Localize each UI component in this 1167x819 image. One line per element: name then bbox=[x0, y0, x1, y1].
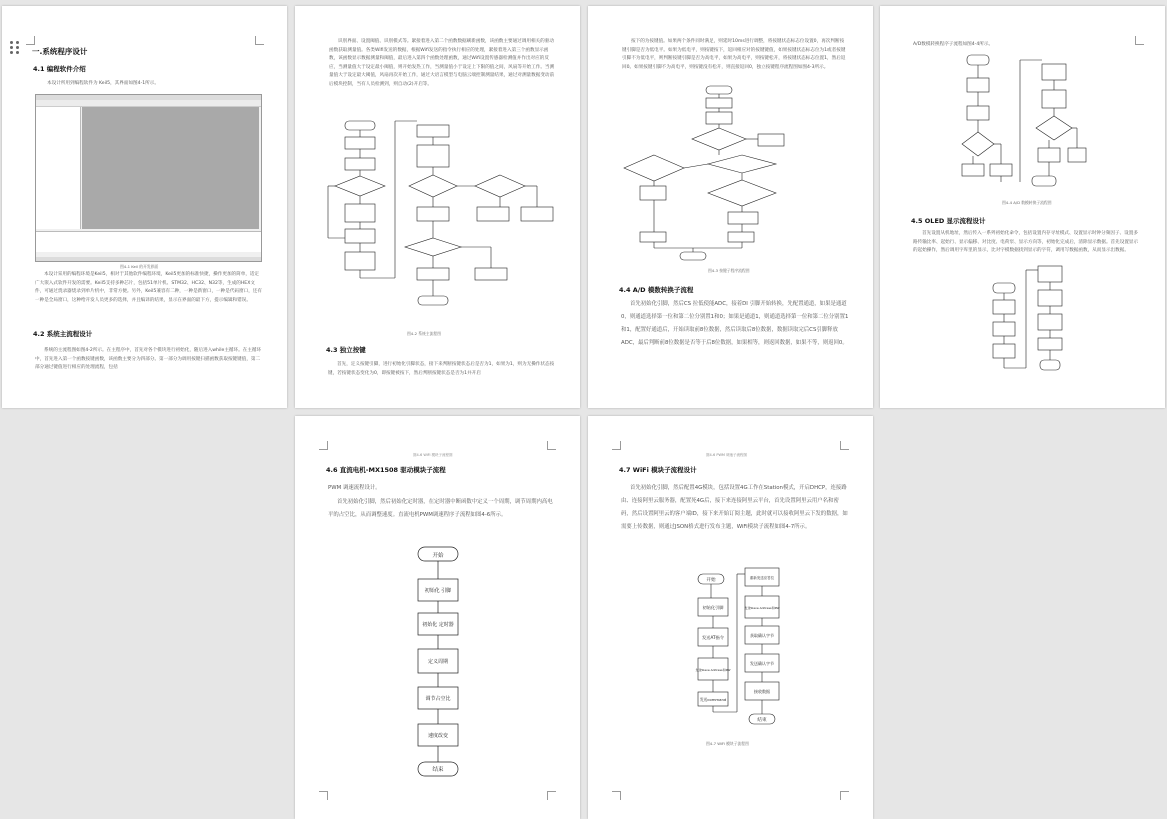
status-bar bbox=[36, 257, 261, 261]
key-flowchart bbox=[618, 84, 848, 262]
build-output-panel bbox=[36, 231, 261, 252]
figure-caption: 图4-3 按键子程序流程图 bbox=[708, 268, 750, 273]
document-page-2 bbox=[295, 6, 580, 408]
figure-caption: 图4-7 WiFi 模块子流程图 bbox=[706, 741, 749, 746]
crop-mark bbox=[547, 791, 556, 800]
crop-mark bbox=[612, 791, 621, 800]
toolbar bbox=[36, 100, 261, 107]
flow-step: 速度改变 bbox=[427, 733, 449, 739]
figure-caption: 图4-2 系统主流程图 bbox=[407, 331, 441, 336]
flow-step: 发送确认字节 bbox=[750, 661, 774, 666]
document-page-5 bbox=[295, 416, 580, 819]
flow-step: 结束 bbox=[432, 767, 444, 773]
flow-step: 调节占空比 bbox=[425, 696, 451, 702]
flow-step: 发送Slave Address和RW bbox=[695, 668, 731, 672]
project-panel bbox=[36, 107, 81, 229]
flow-step: 获取确认字节 bbox=[750, 633, 774, 638]
keil-screenshot bbox=[35, 94, 262, 262]
editor-area bbox=[82, 107, 259, 229]
document-page-1 bbox=[2, 6, 287, 408]
figure-caption: 图4-1 Keil 的开发界面 bbox=[120, 264, 159, 269]
section-heading: 4.6 直流电机-MX1508 驱动模块子流程 bbox=[326, 466, 446, 474]
flow-step: 发送command bbox=[699, 697, 727, 702]
crop-mark bbox=[612, 441, 621, 450]
document-page-6 bbox=[588, 416, 873, 819]
flow-step: 初始化 定时器 bbox=[422, 622, 454, 628]
flow-step: 定义周期 bbox=[427, 659, 449, 665]
flow-step: 发送Slave Address和RW bbox=[744, 606, 780, 610]
paragraph: 首先设置从机地址，然后传入一系列初始化命令，包括设置内存寻址模式、设置显示时钟分频因子、设置多路传输比率、起始行、显示偏移、对比度、电荷泵、显示方向等，初始化完成后，清除显示数据。首先设置显示的起始操作，然后调用字库里的显示，比对字模数据找到显示的字符，调用写数据函数，从而显示出数据。 bbox=[913, 231, 1139, 253]
crop-mark bbox=[319, 441, 328, 450]
section-heading: 4.3 独立按键 bbox=[326, 346, 366, 354]
flow-step: 重新发送应答位 bbox=[749, 576, 775, 580]
section-heading: 4.1 编程软件介绍 bbox=[33, 65, 86, 73]
crop-mark bbox=[26, 36, 35, 45]
section-heading: 4.5 OLED 显示流程设计 bbox=[911, 217, 986, 225]
section-heading: 4.2 系统主流程设计 bbox=[33, 330, 93, 338]
paragraph: 按下的为按键值。如果两个条件同时满足，则延时10ms进行调整，将按键状态标志位设置0，再次判断按键引脚是否为低电平。如果为低电平，则按键按下，返回相应对的按键键值，如果按键状态标志位为1或者按键引脚不为低电平，则判断按键引脚是否为高电平，如果为高电平，则按键松开，将按键状态标志位置1，然后返回0。如果按键引脚不为高电平，则按键没有松开，则直接返回0，独立按键程序流程图如图4-3所示。 bbox=[622, 39, 846, 70]
drag-handle-icon[interactable] bbox=[10, 41, 20, 53]
oled-flowchart bbox=[990, 264, 1080, 376]
paragraph: 识别界面、设置阈值、识别模式等。紧接着进入第二个函数数据刷新函数，该函数主要通过调用相关的驱动函数获取测量值。各类Wifi发送的数据，根据Wifi发送的指令执行相应的处理，紧接着进入第三个函数显示函数，该函数显示数据测量和阈值，最后进入第四个函数处理函数，通过Wifi设置传感器检测值并作出对应的反应，当测量值大于设定最小阈值，则开始发热工作，当测量值小于设定上下限的值之间，风扇等开始工作。当测量值大于设定最大阈值，风扇再次开始工作，通过大语言模型与电脑云端控制测量结果，通过对测量数据变动前后模块控制，当有人员检测到，则自动(2)开启等。 bbox=[329, 39, 555, 87]
flow-step: 初始化 引脚 bbox=[424, 588, 452, 594]
document-page-4 bbox=[880, 6, 1165, 408]
flow-step: 结束 bbox=[757, 718, 767, 723]
flow-step: 开始 bbox=[706, 578, 716, 583]
crop-mark bbox=[319, 791, 328, 800]
paragraph: 首先初始化引脚，然后CS 拉低使能ADC，接着DI 引脚开始转换，先配置通道，如果是通道0，则通道选择第一位和第二位分别置1和0；如果是通道1，则通道选择第一位和第二位分别置1和1，配置好通道后，开始读取前8位数据，然后读取后8位数据，数据读取完后CS引脚释放ADC，最后判断前8位数据是否等于后8位数据，如果相等，则返回数据，如果不等，则返回0。 bbox=[621, 301, 849, 346]
paragraph: 首先，定义按键引脚，进行初始化引脚状态，接下来判断按键状态后是否为1，如果为1，则为无操作状态按键，若按键状态变化为0，即按键被按下，然后判断按键状态是否为1并开启 bbox=[328, 362, 555, 376]
crop-mark bbox=[255, 36, 264, 45]
pwm-flowchart bbox=[413, 544, 463, 780]
flow-step: 开始 bbox=[432, 553, 444, 559]
figure-caption: 图4-4 A/D 数模转换子流程图 bbox=[1002, 200, 1052, 205]
section-heading: 4.7 WiFi 模块子流程设计 bbox=[619, 466, 697, 474]
crop-mark bbox=[1135, 36, 1144, 45]
running-header: 图4-6 WiFi 模块子流程图 bbox=[413, 453, 453, 457]
paragraph: 首先初始化引脚，然后配置4G模块，包括设置4G工作在Station模式，开启DHCP，连接路由、连接阿里云服务器，配置死4G后，接下来连接阿里云平台，首先设置阿里云用户名和密码，然后设置阿里云的客户端ID，接下来开始订阅主题，此时就可以接收阿里云下发的数据，如需要上传数据，则通过JSON格式进行发布主题，WiFi模块子流程如图4-7所示。 bbox=[621, 485, 848, 530]
flow-step: 发送AT指令 bbox=[702, 635, 724, 640]
crop-mark bbox=[840, 791, 849, 800]
wifi-flowchart bbox=[693, 566, 793, 734]
main-flowchart bbox=[325, 118, 565, 328]
adc-flowchart bbox=[960, 52, 1100, 188]
paragraph: 本设计所用到编程软件为 Keil5，其界面如图4-1所示。 bbox=[47, 81, 159, 86]
paragraph: PWM 调速流程设计。 bbox=[328, 485, 381, 491]
crop-mark bbox=[547, 441, 556, 450]
paragraph: A/D数模转换程序子流程如图4-4所示。 bbox=[913, 42, 994, 47]
running-header: 图4-6 PWM 调速子流程图 bbox=[706, 453, 748, 457]
section-heading: 一.系统程序设计 bbox=[32, 47, 88, 56]
crop-mark bbox=[840, 441, 849, 450]
paragraph: 本设计采用的编程环境是Keil5，相对于其他软件编程环境，Keil5更加的标准快捷，操作更加的简单，适定广大嵌入式软件开发的需要。Keil5支持多种芯片，包括51单片机、STM32、HC32、N32等，生成的HEX文件，可通过烧录器烧录到单片机中，非常方便。另外，Keil5兼容有二种，一种是新窗口，一种是代码窗口，还有一种是全局窗口，这种给开发人员更多的选择，并且编译的结果，显示在界面的最下方，提示编辑和错误。 bbox=[35, 272, 262, 303]
paragraph: 系统的主流程图如图4-2所示。在主程序中，首先对各个模块进行初始化，随后进入while主循环。在主循环中，首先进入第一个函数按键函数，该函数主要分为四部分。第一部分为调用按键扫描函数获取按键键值，第二部分通过键值进行相应的处理流程，包括 bbox=[35, 348, 262, 370]
flow-step: 接收数据 bbox=[754, 689, 770, 694]
flow-step: 初始化引脚 bbox=[702, 605, 724, 610]
section-heading: 4.4 A/D 模数转换子流程 bbox=[619, 286, 694, 294]
paragraph: 首先初始化引脚，然后初始化定时器，在定时器中断函数中定义一个周期，调节周期内高电平的占空比，从而调整速度。直流电机PWM调速程序子流程如图4-6所示。 bbox=[328, 499, 553, 518]
document-page-3 bbox=[588, 6, 873, 408]
